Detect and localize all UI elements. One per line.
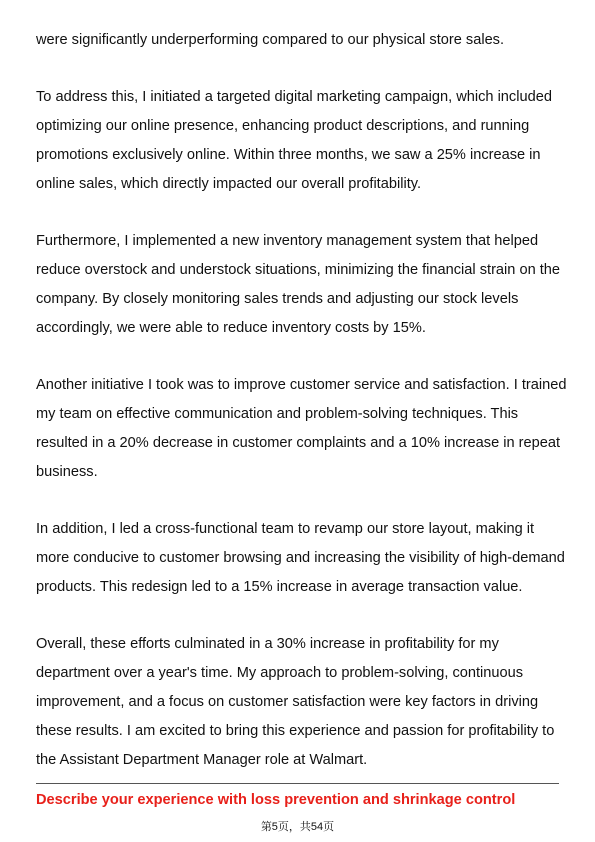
- text-line: these results. I am excited to bring this experience and passion for profitability to: [36, 723, 555, 739]
- document-body: [36, 26, 566, 803]
- text-line: optimizing our online presence, enhancing product descriptions, and running: [36, 118, 530, 134]
- paragraph: [36, 630, 566, 775]
- text-line: Another initiative I took was to improve customer service and satisfaction. I trained: [36, 377, 567, 393]
- text-line: department over a year's time. My approach to problem-solving, continuous: [36, 665, 524, 681]
- text-line: To address this, I initiated a targeted digital marketing campaign, which included: [36, 89, 552, 105]
- text-line: company. By closely monitoring sales trends and adjusting our stock levels: [36, 291, 519, 307]
- section-divider: [36, 783, 559, 784]
- text-line: products. This redesign led to a 15% increase in average transaction value.: [36, 579, 523, 595]
- question-heading: Describe your experience with loss prevention and shrinkage control: [36, 792, 516, 808]
- text-line: business.: [36, 464, 98, 480]
- text-line: Furthermore, I implemented a new inventory management system that helped: [36, 233, 539, 249]
- text-line: In addition, I led a cross-functional team to revamp our store layout, making it: [36, 521, 535, 537]
- text-line: were significantly underperforming compared to our physical store sales.: [36, 32, 505, 48]
- text-line: promotions exclusively online. Within three months, we saw a 25% increase in: [36, 147, 541, 163]
- paragraph: [36, 515, 566, 602]
- paragraph: [36, 83, 566, 199]
- text-line: accordingly, we were able to reduce inventory costs by 15%.: [36, 320, 426, 336]
- text-line: resulted in a 20% decrease in customer complaints and a 10% increase in repeat: [36, 435, 561, 451]
- text-line: improvement, and a focus on customer satisfaction were key factors in driving: [36, 694, 539, 710]
- text-line: my team on effective communication and problem-solving techniques. This: [36, 406, 519, 422]
- paragraph: [36, 371, 566, 487]
- text-line: reduce overstock and understock situations, minimizing the financial strain on the: [36, 262, 561, 278]
- paragraph: [36, 26, 566, 55]
- text-line: online sales, which directly impacted our overall profitability.: [36, 176, 422, 192]
- text-line: the Assistant Department Manager role at Walmart.: [36, 752, 368, 768]
- text-line: more conducive to customer browsing and increasing the visibility of high-demand: [36, 550, 565, 566]
- paragraph: [36, 227, 566, 343]
- text-line: Overall, these efforts culminated in a 30% increase in profitability for my: [36, 636, 499, 652]
- page-number: 第5页，共54页: [260, 821, 335, 833]
